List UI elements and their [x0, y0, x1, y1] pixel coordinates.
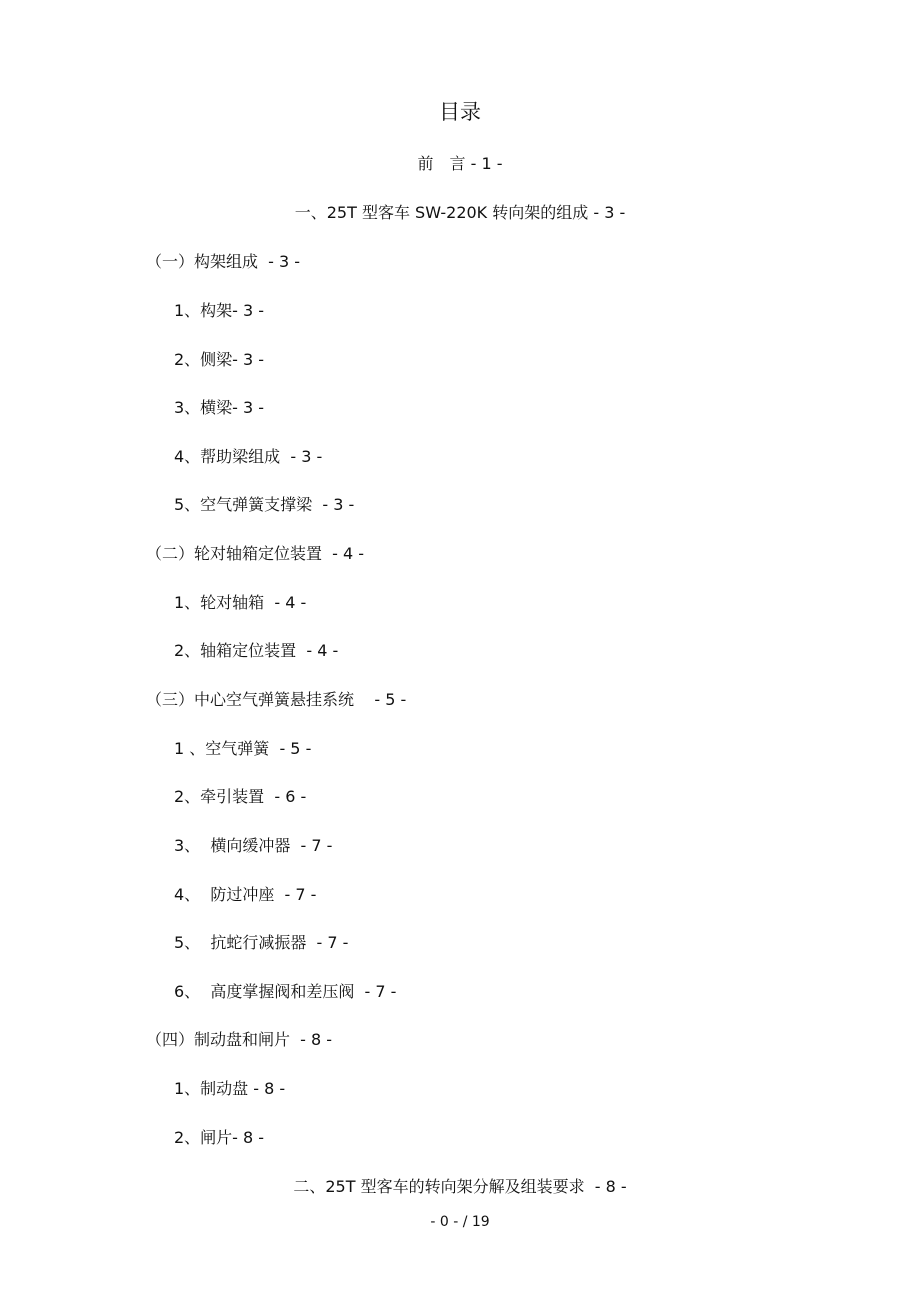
toc-entry-group-1[interactable]: （一）构架组成 - 3 - — [146, 252, 301, 271]
toc-entry-preface[interactable]: 前 言 - 1 - — [417, 154, 503, 173]
toc-entry-wheelset-axlebox[interactable]: 1、轮对轴箱 - 4 - — [174, 593, 307, 612]
toc-entry-auxiliary-beam[interactable]: 4、帮助梁组成 - 3 - — [174, 447, 323, 466]
toc-entry-anti-overshoot-seat[interactable]: 4、 防过冲座 - 7 - — [174, 885, 317, 904]
page-number: - 0 - / 19 — [430, 1214, 490, 1230]
toc-title: 目录 — [439, 100, 481, 124]
toc-entry-group-3[interactable]: （三）中心空气弹簧悬挂系统 - 5 - — [146, 690, 407, 709]
toc-entry-section-1[interactable]: 一、25T 型客车 SW-220K 转向架的组成 - 3 - — [294, 203, 626, 222]
toc-entry-cross-beam[interactable]: 3、横梁- 3 - — [174, 398, 265, 417]
toc-entry-air-spring-support-beam[interactable]: 5、空气弹簧支撑梁 - 3 - — [174, 495, 355, 514]
toc-entry-group-4[interactable]: （四）制动盘和闸片 - 8 - — [146, 1030, 333, 1049]
toc-entry-leveling-valve[interactable]: 6、 高度掌握阀和差压阀 - 7 - — [174, 982, 397, 1001]
toc-entry-brake-disc[interactable]: 1、制动盘 - 8 - — [174, 1079, 286, 1098]
toc-entry-yaw-damper[interactable]: 5、 抗蛇行减振器 - 7 - — [174, 933, 349, 952]
toc-entry-air-spring[interactable]: 1 、空气弹簧 - 5 - — [174, 739, 312, 758]
toc-entry-frame[interactable]: 1、构架- 3 - — [174, 301, 265, 320]
toc-entry-traction-device[interactable]: 2、牵引装置 - 6 - — [174, 787, 307, 806]
toc-entry-side-beam[interactable]: 2、侧梁- 3 - — [174, 350, 265, 369]
toc-entry-section-2[interactable]: 二、25T 型客车的转向架分解及组装要求 - 8 - — [293, 1177, 627, 1196]
toc-entry-group-2[interactable]: （二）轮对轴箱定位装置 - 4 - — [146, 544, 365, 563]
toc-entry-axlebox-positioning[interactable]: 2、轴箱定位装置 - 4 - — [174, 641, 339, 660]
toc-entry-lateral-buffer[interactable]: 3、 横向缓冲器 - 7 - — [174, 836, 333, 855]
toc-entry-brake-pad[interactable]: 2、闸片- 8 - — [174, 1128, 265, 1147]
